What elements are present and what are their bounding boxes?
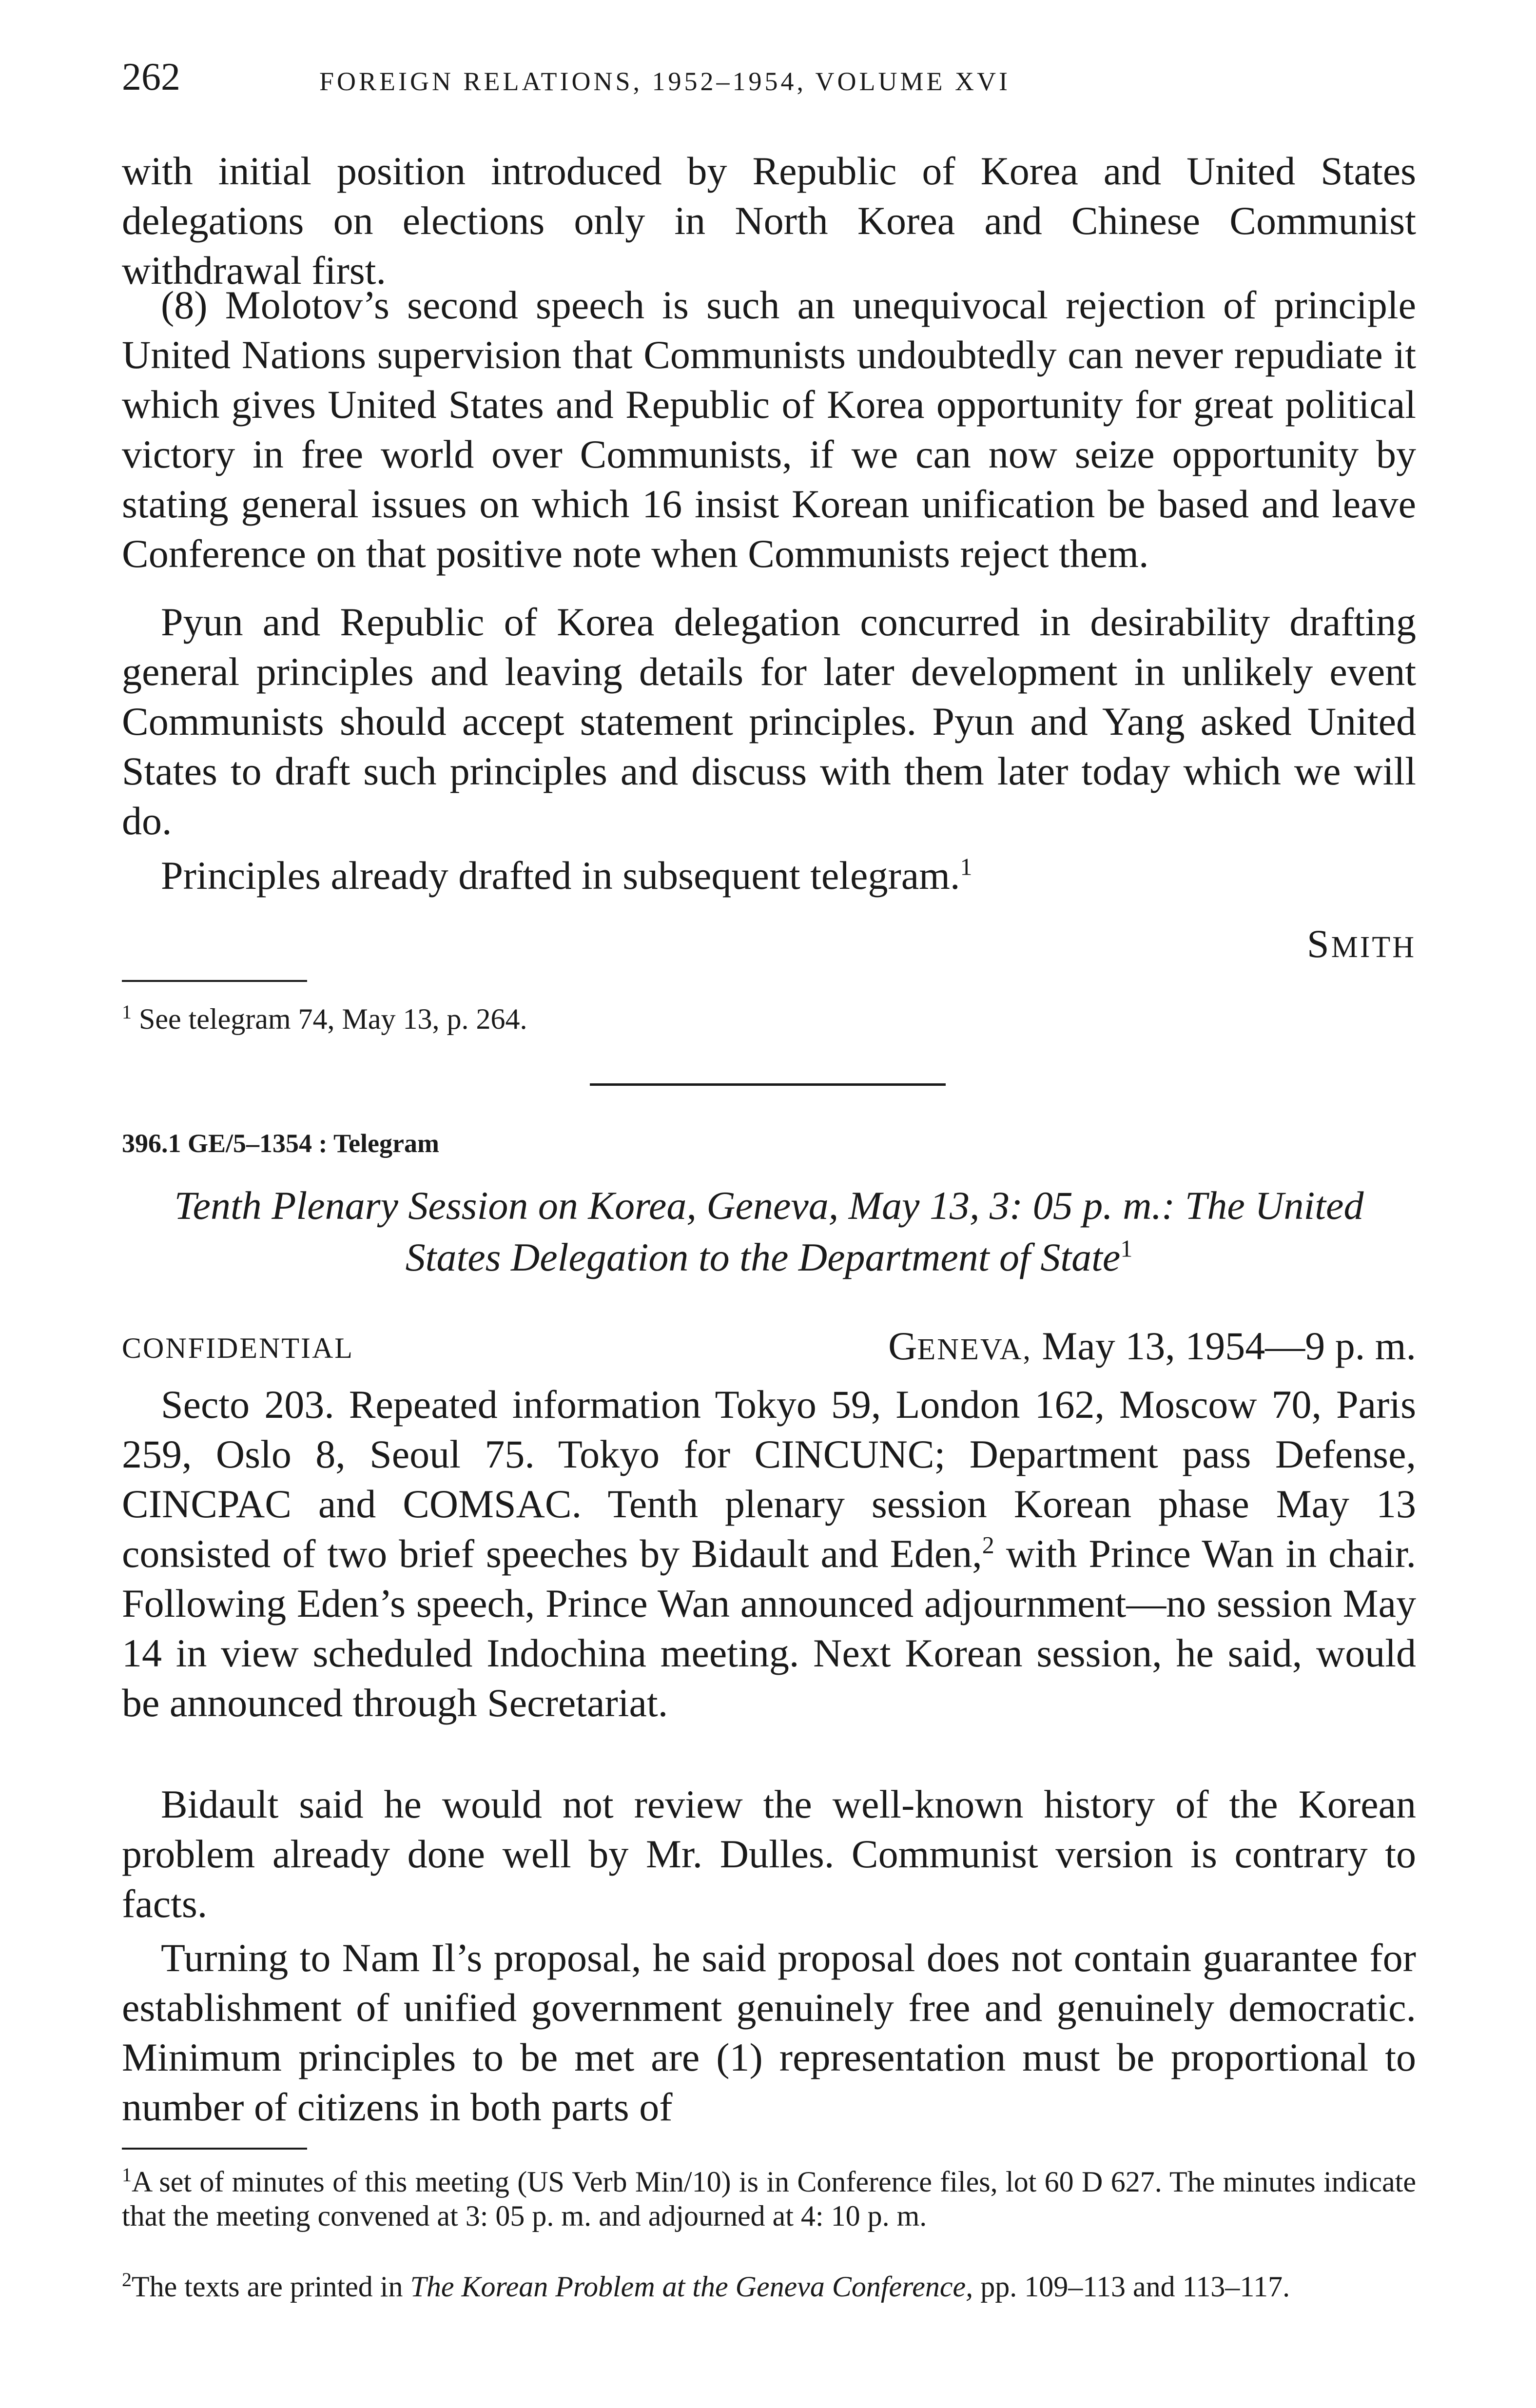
paragraph-principles	[122, 851, 1416, 901]
paragraph-continued: with initial position introduced by Republic of Korea and United States delegations on elections only in North Korea and Chinese Communist withdrawal first.	[122, 149, 1416, 293]
document-title-text: Tenth Plenary Session on Korea, Geneva, May 13, 3: 05 p. m.: The United States Delegation to the Department of State	[174, 1183, 1364, 1279]
section-separator	[590, 1083, 946, 1086]
footnote-marker: 1	[122, 1001, 132, 1023]
footnote-marker: 1	[122, 2164, 132, 2186]
footnote-top	[122, 1002, 1416, 1036]
footnote-marker: 2	[122, 2269, 132, 2291]
paragraph-principles-text: Principles already drafted in subsequent telegram.	[161, 853, 960, 898]
signature-initial: S	[1306, 921, 1331, 966]
footnote-italic-title: The Korean Problem at the Geneva Conference,	[410, 2271, 973, 2303]
footnote-bottom-1	[122, 2165, 1416, 2233]
running-title: FOREIGN RELATIONS, 1952–1954, VOLUME XVI	[319, 67, 1011, 96]
footnote-ref: 1	[960, 853, 972, 881]
footnote-text-b: pp. 109–113 and 113–117.	[973, 2271, 1290, 2303]
footnote-bottom-2	[122, 2270, 1416, 2304]
signature	[1306, 921, 1416, 966]
paragraph-secto-text-b: with Prince Wan in chair. Following Eden’s speech, Prince Wan announced adjournment—no session May 14 in view scheduled Indochina meeting. Next Korean session, he said, would be announced through Secretariat.	[122, 1531, 1416, 1725]
paragraph-turning: Turning to Nam Il’s proposal, he said proposal does not contain guarantee for establishment of unified government genuinely free and genuinely democratic. Minimum principles to be met are (1) representation must be proportional to number of citizens in both parts of	[122, 1936, 1416, 2129]
paragraph-pyun	[122, 597, 1416, 846]
dateline-place-rest: ENEVA,	[917, 1333, 1032, 1366]
dateline-date: May 13, 1954—9 p. m.	[1042, 1324, 1416, 1368]
paragraph-8: (8) Molotov’s second speech is such an unequivocal rejection of principle United Nations supervision that Communists undoubtedly can never repudiate it which gives United States and Republic of Korea opportunity for great political victory in free world over Communists, if we can now seize opportunity by stating general issues on which 16 insist Korean unification be based and leave Conference on that positive note when Communists reject them.	[122, 283, 1416, 576]
paragraph-bidault: Bidault said he would not review the well-known history of the Korean problem already done well by Mr. Dulles. Communist version is contrary to facts.	[122, 1782, 1416, 1926]
document-title	[122, 1180, 1416, 1283]
footnote-text-a: The texts are printed in	[132, 2271, 410, 2303]
paragraph-secto-text-a: Secto 203. Repeated information Tokyo 59, London 162, Moscow 70, Paris 259, Oslo 8, Seoul 75. Tokyo for CINCUNC; Department pass Defense, CINCPAC and COMSAC. Tenth plenary session Korean phase May 13 consisted of two brief speeches by Bidault and Eden,	[122, 1382, 1416, 1576]
page-number: 262	[122, 56, 180, 98]
footnote-ref-2: 2	[982, 1531, 994, 1559]
footnote-text: A set of minutes of this meeting (US Verb Min/10) is in Conference files, lot 60 D 627. The minutes indicate that the meeting convened at 3: 05 p. m. and adjourned at 4: 10 p. m.	[122, 2166, 1416, 2232]
footnote-rule	[122, 980, 307, 982]
paragraph-secto	[122, 1380, 1416, 1728]
paragraph-pyun-text: Pyun and Republic of Korea delegation concurred in desirability drafting general principles and leaving details for later development in unlikely event Communists should accept statement principles. Pyun and Yang asked United States to draft such principles and discuss with them later today which we will do.	[122, 600, 1416, 843]
dateline	[888, 1326, 1416, 1366]
footnote-rule-bottom	[122, 2148, 307, 2150]
classification-label: CONFIDENTIAL	[122, 1332, 354, 1364]
signature-rest: MITH	[1331, 931, 1416, 964]
file-reference: 396.1 GE/5–1354 : Telegram	[122, 1129, 439, 1158]
footnote-text: See telegram 74, May 13, p. 264.	[139, 1003, 527, 1035]
title-footnote-ref: 1	[1120, 1234, 1133, 1262]
dateline-place-initial: G	[888, 1324, 917, 1368]
